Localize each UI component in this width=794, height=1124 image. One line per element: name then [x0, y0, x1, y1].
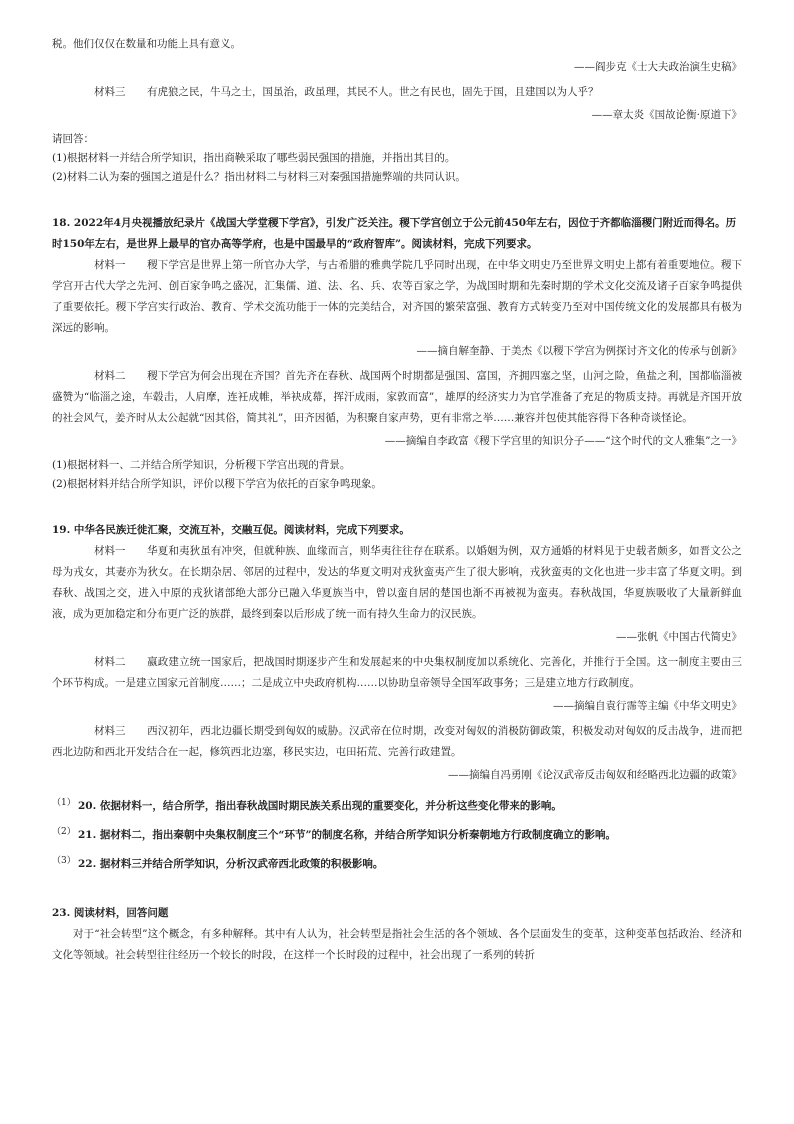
material-text: 西汉初年，西北边疆长期受到匈奴的威胁。汉武帝在位时期，改变对匈奴的消极防御政策，积极发动对匈奴的反击战争，进而把西北边防和西北开发结合在一起，修筑西北边塞，移民实边，屯田拓荒、完善行政建置。: [52, 725, 742, 758]
ask-prompt: 请回答：: [52, 133, 94, 145]
material-label: 材料一: [94, 259, 126, 271]
q18-subquestion-1: (1)根据材料一、二并结合所学知识，分析稷下学宫出现的背景。: [52, 459, 351, 471]
q18-subquestion-2: (2)根据材料并结合所学知识，评价以稷下学宫为依托的百家争鸣现象。: [52, 478, 382, 490]
material-label: 材料二: [94, 370, 126, 382]
material-label: 材料三: [94, 86, 126, 98]
subquestion-number: （2）: [52, 827, 76, 837]
q23-text: 对于“社会转型”这个概念，有多种解释。其中有人认为，社会转型是指社会生活的各个领域、各个层面发生的变革，这种变革包括政治、经济和文化等领域。社会转型往往经历一个较长的时段，在这样一个长时段的过程中，社会出现了一系列的转折: [52, 928, 742, 961]
material-source: ——摘编自李政富《稷下学宫里的知识分子——“这个时代的文人雅集”之一》: [384, 435, 742, 447]
q19-material-three: [52, 721, 742, 763]
subquestion-text: 21. 据材料二，指出秦朝中央集权制度三个“环节”的制度名称，并结合所学知识分析秦朝地方行政制度确立的影响。: [78, 829, 616, 841]
material-label: 材料三: [94, 725, 126, 737]
material-text: 稷下学宫为何会出现在齐国？首先齐在春秋、战国两个时期都是强国、富国，齐拥四塞之坚，山河之险，鱼盐之利，国都临淄被盛赞为“临淄之途，车毂击，人肩摩，连衽成帷，举袂成幕，挥汗成雨，家敦而富”，雄厚的经济实力为官学准备了充足的物质支持。再就是齐国开放的社会风气，姜齐时从太公起就“因其俗，简其礼”，田齐因循，为积聚自家声势，更有非常之举……兼容并包使其能容得下各种奇谈怪论。: [52, 370, 742, 424]
material-source: ——摘编自冯勇刚《论汉武帝反击匈奴和经略西北边疆的政策》: [448, 769, 742, 781]
material-source: ——张帆《中国古代简史》: [616, 631, 742, 643]
q19-subquestion-2: [52, 819, 742, 848]
material-label: 材料一: [94, 545, 126, 557]
question-item-2: (2)材料二认为秦的强国之道是什么？指出材料二与材料三对秦强国措施弊端的共同认识。: [52, 171, 466, 183]
material-source: ——摘编自袁行霈等主编《中华文明史》: [553, 700, 742, 712]
material-three: [52, 82, 742, 103]
question-19-heading: 19. 中华各民族迁徙汇聚，交流互补，交融互促。阅读材料，完成下列要求。: [52, 524, 410, 536]
subquestion-number: （3）: [52, 856, 76, 866]
material-source: ——章太炎《国故论衡·原道下》: [591, 109, 742, 121]
continuation-text: 税。他们仅仅在数量和功能上具有意义。: [52, 38, 241, 50]
material-label: 材料二: [94, 656, 126, 668]
q19-subquestion-3: [52, 848, 742, 877]
material-text: 稷下学宫是世界上第一所官办大学，与古希腊的雅典学院几乎同时出现，在中华文明史乃至世界文明史上都有着重要地位。稷下学宫开古代大学之先河、创百家争鸣之盛况，汇集儒、道、法、名、兵、农等百家之学，为战国时期和先秦时期的学术文化交流及诸子百家争鸣提供了重要依托。稷下学宫实行政治、教育、学术交流功能于一体的完美结合，对齐国的繁荣富强、教育方式转变乃至对中国传统文化的发展都具有极为深远的影响。: [52, 259, 742, 334]
q19-subquestion-1: [52, 790, 742, 819]
question-item-1: (1)根据材料一并结合所学知识，指出商鞅采取了哪些弱民强国的措施，并指出其目的。: [52, 152, 456, 164]
q18-material-one: [52, 255, 742, 339]
subquestion-text: 22. 据材料三并结合所学知识，分析汉武帝西北政策的积极影响。: [78, 858, 384, 870]
material-source: ——阎步克《士大夫政治演生史稿》: [574, 61, 742, 73]
question-18-heading: 18. 2022年4月央视播放纪录片《战国大学堂稷下学宫》，引发广泛关注。稷下学宫创立于公元前450年左右，因位于齐都临淄稷门附近而得名。历时150年左右，是世界上最早的官办高等学府，也是中国最早的“政府智库”。阅读材料，完成下列要求。: [52, 217, 737, 250]
q18-material-two: [52, 366, 742, 429]
q19-material-one: [52, 541, 742, 625]
material-text: 华夏和夷狄虽有冲突，但就种族、血缘而言，则华夷往往存在联系。以婚姻为例，双方通婚的材料见于史载者颇多，如晋文公之母为戎女，其妻亦为狄女。在长期杂居、邻居的过程中，发达的华夏文明对戎狄蛮夷产生了很大影响，戎狄蛮夷的文化也进一步丰富了华夏文明。到春秋、战国之交，进入中原的戎狄诸部绝大部分已融入华夏族当中，曾以蛮自居的楚国也渐不再被视为蛮夷。春秋战国，华夏族吸收了大量新鲜血液，成为更加稳定和分布更广泛的族群，最终到秦以后形成了统一而有持久生命力的汉民族。: [52, 545, 742, 620]
question-23-heading: 23. 阅读材料，回答问题: [52, 907, 169, 919]
q19-material-two: [52, 652, 742, 694]
subquestion-text: 20. 依据材料一，结合所学，指出春秋战国时期民族关系出现的重要变化，并分析这些变化带来的影响。: [78, 800, 562, 812]
subquestion-number: （1）: [52, 798, 76, 808]
material-text: 嬴政建立统一国家后，把战国时期逐步产生和发展起来的中央集权制度加以系统化、完善化，并推行于全国。这一制度主要由三个环节构成。一是建立国家元首制度……；二是成立中央政府机构……以协助皇帝领导全国军政事务；三是建立地方行政制度。: [52, 656, 742, 689]
exam-page: [52, 34, 742, 966]
material-source: ——摘自解奎静、于美杰《以稷下学宫为例探讨齐文化的传承与创新》: [416, 345, 742, 357]
material-text: 有虎狼之民，牛马之士，国虽治，政虽理，其民不人。世之有民也，固先于国，且建国以为人乎？: [147, 86, 599, 98]
